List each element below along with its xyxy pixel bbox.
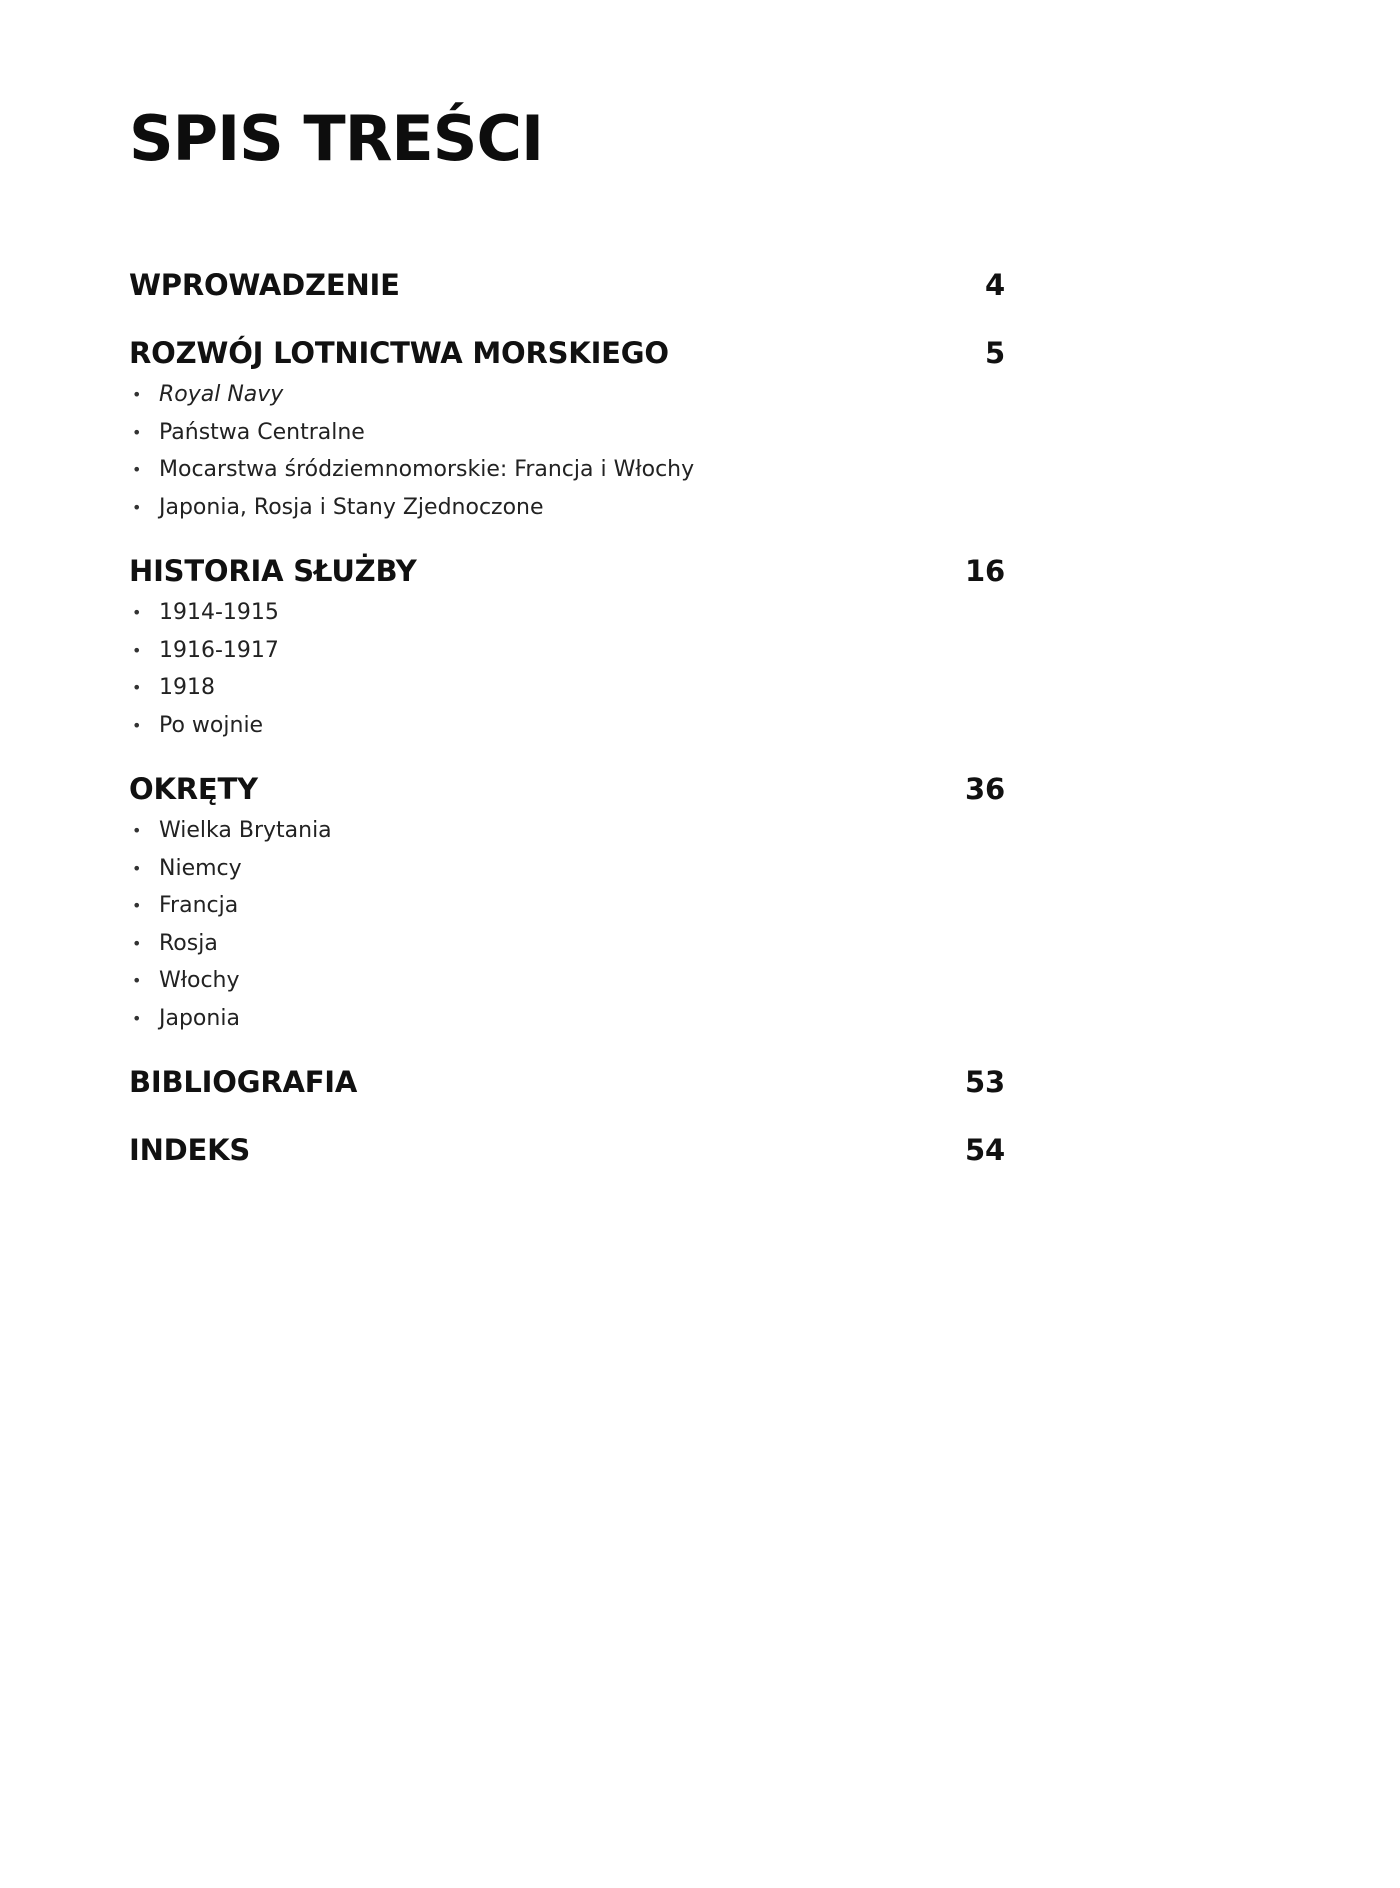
bullet-icon: • bbox=[132, 821, 142, 840]
toc-subsection-label: Francja bbox=[159, 893, 239, 918]
toc-subsection-item bbox=[129, 850, 1005, 888]
bullet-icon: • bbox=[132, 678, 142, 697]
toc-section-service-history bbox=[129, 548, 1005, 744]
toc-subsection-label: Mocarstwa śródziemnomorskie: Francja i Włochy bbox=[159, 457, 695, 482]
toc-subsection-label: Japonia bbox=[159, 1005, 240, 1031]
table-of-contents bbox=[129, 262, 1005, 1195]
toc-page-number: 4 bbox=[985, 268, 1005, 302]
toc-subsection-item bbox=[129, 489, 1005, 527]
toc-subsection-list bbox=[129, 812, 1005, 1037]
toc-entry[interactable] bbox=[129, 1059, 1005, 1105]
toc-entry[interactable] bbox=[129, 330, 1005, 376]
toc-subsection-label: Wielka Brytania bbox=[159, 818, 332, 843]
toc-subsection-item bbox=[129, 414, 1005, 452]
toc-subsection-label: 1914-1915 bbox=[159, 600, 279, 625]
toc-section-title: HISTORIA SŁUŻBY bbox=[129, 554, 417, 588]
bullet-icon: • bbox=[132, 715, 142, 735]
toc-subsection-label: 1918 bbox=[159, 675, 215, 700]
toc-page-number: 5 bbox=[985, 336, 1005, 370]
bullet-icon: • bbox=[132, 385, 142, 404]
toc-section-ships bbox=[129, 766, 1005, 1037]
toc-subsection-label: Po wojnie bbox=[159, 712, 264, 738]
toc-subsection-label: Państwa Centralne bbox=[159, 419, 365, 445]
toc-subsection-item bbox=[129, 594, 1005, 632]
toc-subsection-item bbox=[129, 925, 1005, 963]
toc-section-title: INDEKS bbox=[129, 1133, 251, 1167]
bullet-icon: • bbox=[132, 460, 142, 479]
toc-subsection-item bbox=[129, 1000, 1005, 1038]
toc-subsection-label: Rosja bbox=[159, 930, 218, 956]
bullet-icon: • bbox=[132, 603, 142, 622]
bullet-icon: • bbox=[132, 640, 142, 660]
toc-section-naval-aviation bbox=[129, 330, 1005, 526]
toc-section-title: BIBLIOGRAFIA bbox=[129, 1065, 358, 1099]
toc-entry[interactable] bbox=[129, 548, 1005, 594]
toc-section-index bbox=[129, 1127, 1005, 1173]
toc-subsection-label: Royal Navy bbox=[159, 382, 284, 407]
toc-subsection-item bbox=[129, 669, 1005, 707]
toc-page-number: 54 bbox=[965, 1133, 1005, 1167]
bullet-icon: • bbox=[132, 422, 142, 442]
toc-subsection-item bbox=[129, 632, 1005, 670]
toc-subsection-list bbox=[129, 594, 1005, 744]
toc-subsection-item bbox=[129, 962, 1005, 1000]
toc-subsection-item bbox=[129, 376, 1005, 414]
toc-section-title: OKRĘTY bbox=[129, 772, 258, 806]
toc-entry[interactable] bbox=[129, 262, 1005, 308]
toc-page-number: 53 bbox=[965, 1065, 1005, 1099]
toc-page-number: 36 bbox=[965, 772, 1005, 806]
toc-section-bibliography bbox=[129, 1059, 1005, 1105]
toc-subsection-item bbox=[129, 707, 1005, 745]
toc-subsection-list bbox=[129, 376, 1005, 526]
toc-section-title: ROZWÓJ LOTNICTWA MORSKIEGO bbox=[129, 336, 669, 370]
toc-subsection-label: Włochy bbox=[159, 968, 240, 993]
toc-subsection-label: Niemcy bbox=[159, 855, 242, 881]
toc-subsection-item bbox=[129, 887, 1005, 925]
toc-entry[interactable] bbox=[129, 1127, 1005, 1173]
toc-page-number: 16 bbox=[965, 554, 1005, 588]
bullet-icon: • bbox=[132, 933, 142, 953]
toc-section-introduction bbox=[129, 262, 1005, 308]
toc-section-title: WPROWADZENIE bbox=[129, 268, 400, 302]
bullet-icon: • bbox=[132, 858, 142, 878]
toc-subsection-label: Japonia, Rosja i Stany Zjednoczone bbox=[159, 494, 544, 520]
bullet-icon: • bbox=[132, 896, 142, 915]
bullet-icon: • bbox=[132, 971, 142, 990]
bullet-icon: • bbox=[132, 497, 142, 517]
toc-subsection-item bbox=[129, 812, 1005, 850]
bullet-icon: • bbox=[132, 1008, 142, 1028]
toc-subsection-item bbox=[129, 451, 1005, 489]
toc-entry[interactable] bbox=[129, 766, 1005, 812]
page-title: SPIS TREŚCI bbox=[129, 102, 544, 175]
toc-subsection-label: 1916-1917 bbox=[159, 637, 279, 663]
